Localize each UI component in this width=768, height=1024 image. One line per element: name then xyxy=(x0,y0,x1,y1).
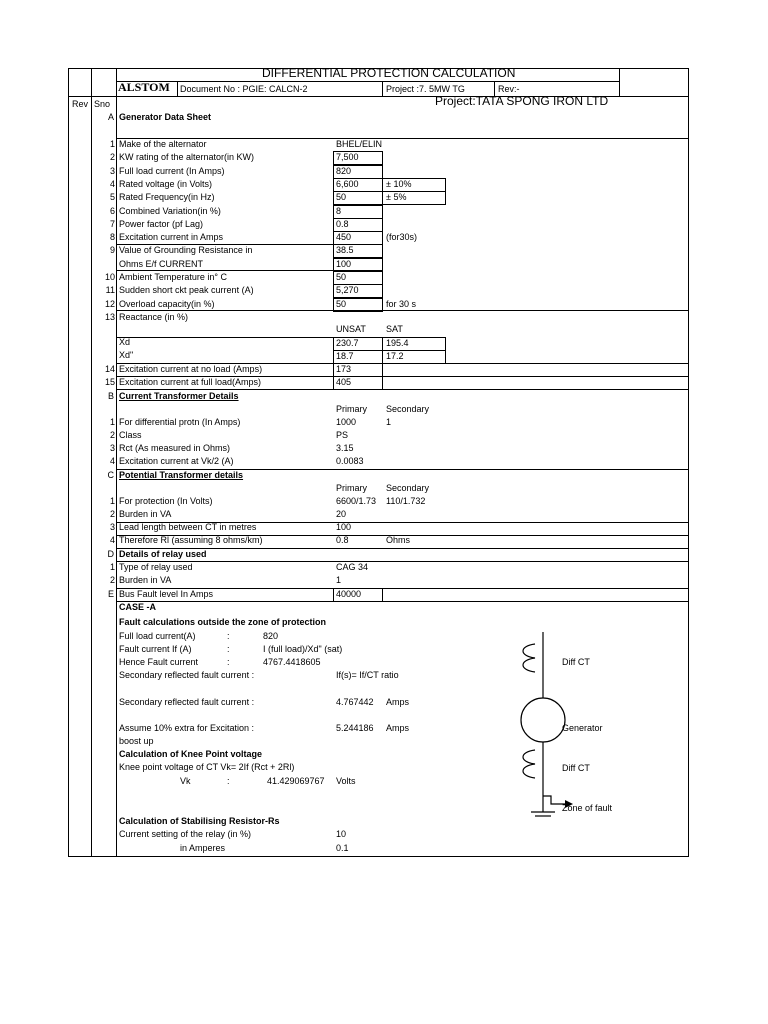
pt-row-4-top-line xyxy=(116,535,689,536)
vk-value: 41.429069767 xyxy=(267,776,325,786)
secondary-reflected-unit: Amps xyxy=(386,697,410,707)
ct-row-label: Rct (As measured in Ohms) xyxy=(119,443,231,453)
gen-row-label: Excitation current in Amps xyxy=(119,232,224,242)
relay-row-1-label: Type of relay used xyxy=(119,562,193,572)
gen-row-value: 6,600 xyxy=(336,179,359,189)
gen-row-number: 10 xyxy=(104,272,115,282)
ct-row-number: 3 xyxy=(109,443,115,453)
secondary-reflected-value: 4.767442 xyxy=(336,697,374,707)
gen-row-extra: for 30 s xyxy=(386,299,417,309)
row-14-value: 173 xyxy=(336,364,352,374)
full-load-current-colon: : xyxy=(227,631,230,641)
fault-current-label: Fault current If (A) xyxy=(119,644,192,654)
relay-row-2-value: 1 xyxy=(336,575,342,585)
assume-excitation-value: 5.244186 xyxy=(336,723,374,733)
gen-row-label: Value of Grounding Resistance in xyxy=(119,245,253,255)
full-load-current-label: Full load current(A) xyxy=(119,631,196,641)
amperes-value: 0.1 xyxy=(336,843,349,853)
section-c-title: Potential Transformer details xyxy=(119,470,244,480)
generator-icon xyxy=(521,698,565,742)
gen-row-extra: ± 5% xyxy=(386,192,407,202)
ct-secondary-header: Secondary xyxy=(386,404,430,414)
pt-row-primary: 6600/1.73 xyxy=(336,496,377,506)
section-d-line xyxy=(116,561,689,562)
gen-row-number: 4 xyxy=(109,179,115,189)
vk-label: Vk xyxy=(180,776,191,786)
gen-row-value: BHEL/ELIN xyxy=(336,139,383,149)
gen-row-label: Ohms E/f CURRENT xyxy=(119,259,204,269)
generator-label: Generator xyxy=(562,723,603,733)
section-letter-b: B xyxy=(107,391,114,401)
header-line-1 xyxy=(116,81,619,82)
ct-row-secondary: 1 xyxy=(386,417,392,427)
gen-row-number: 7 xyxy=(109,219,115,229)
gen-row-number: 8 xyxy=(109,232,115,242)
document-title: DIFFERENTIAL PROTECTION CALCULATION xyxy=(262,66,516,80)
pt-row-label: Therefore Rl (assuming 8 ohms/km) xyxy=(119,535,263,545)
row-9-top-line xyxy=(116,244,382,245)
vk-colon: : xyxy=(227,776,230,786)
row-10-top-line xyxy=(116,270,382,271)
row-14-label: Excitation current at no load (Amps) xyxy=(119,364,263,374)
gen-row-label: Rated Frequency(in Hz) xyxy=(119,192,215,202)
secondary-reflected-formula: If(s)= If/CT ratio xyxy=(336,670,399,680)
ct-row-number: 4 xyxy=(109,456,115,466)
ct-row-primary: 1000 xyxy=(336,417,357,427)
row-14-number: 14 xyxy=(104,364,115,374)
reactance-unsat-header: UNSAT xyxy=(336,324,366,334)
diff-ct-bottom-icon xyxy=(523,750,535,778)
gen-row-value: 0.8 xyxy=(336,219,349,229)
ct-row-label: Excitation current at Vk/2 (A) xyxy=(119,456,234,466)
gen-row-label: Power factor (pf Lag) xyxy=(119,219,204,229)
header-divider-1 xyxy=(177,81,178,96)
alstom-logo: ALSTOM xyxy=(118,80,170,94)
gen-row-label: Sudden short ckt peak current (A) xyxy=(119,285,254,295)
stabilising-resistor-title: Calculation of Stabilising Resistor-Rs xyxy=(119,816,280,826)
gen-row-value: 8 xyxy=(336,206,342,216)
relay-row-2-label: Burden in VA xyxy=(119,575,172,585)
section-letter-e: E xyxy=(107,589,114,599)
xd2-sat-value: 17.2 xyxy=(386,351,404,361)
pt-row-3-top-line xyxy=(116,522,689,523)
row-15-number: 15 xyxy=(104,377,115,387)
xd2-label: Xd" xyxy=(119,350,134,360)
pt-row-primary: 0.8 xyxy=(336,535,349,545)
pt-row-primary: 100 xyxy=(336,522,352,532)
ct-row-primary: 3.15 xyxy=(336,443,354,453)
gen-row-number: 6 xyxy=(109,206,115,216)
ct-row-number: 2 xyxy=(109,430,115,440)
ct-primary-header: Primary xyxy=(336,404,367,414)
gen-row-value: 7,500 xyxy=(336,152,359,162)
gen-row-number: 9 xyxy=(109,245,115,255)
diff-ct-bottom-label: Diff CT xyxy=(562,763,590,773)
revision: Rev:- xyxy=(498,84,520,94)
project-short: Project :7. 5MW TG xyxy=(386,84,465,94)
bus-fault-label: Bus Fault level In Amps xyxy=(119,589,214,599)
gen-row-label: Rated voltage (in Volts) xyxy=(119,179,213,189)
ct-row-number: 1 xyxy=(109,417,115,427)
gen-row-label: Combined Variation(in %) xyxy=(119,206,221,216)
section-a-end-line xyxy=(116,389,689,390)
fault-current-formula: I (full load)/Xd" (sat) xyxy=(263,644,343,654)
xd-sat-value: 195.4 xyxy=(386,338,409,348)
section-a-title: Generator Data Sheet xyxy=(119,112,212,122)
gen-row-extra: (for30s) xyxy=(386,232,418,242)
pt-primary-header: Primary xyxy=(336,483,367,493)
document-number: Document No : PGIE: CALCN-2 xyxy=(180,84,308,94)
current-setting-value: 10 xyxy=(336,829,347,839)
boost-up-text: boost up xyxy=(119,736,154,746)
gen-row-extra: ± 10% xyxy=(386,179,412,189)
gen-row-label: Full load current (In Amps) xyxy=(119,166,225,176)
gen-row-number: 5 xyxy=(109,192,115,202)
row-15-value: 405 xyxy=(336,377,352,387)
pt-row-label: For protection (In Volts) xyxy=(119,496,213,506)
secondary-reflected-label-1: Secondary reflected fault current : xyxy=(119,670,255,680)
hence-fault-current-colon: : xyxy=(227,657,230,667)
diff-ct-top-label: Diff CT xyxy=(562,657,590,667)
pt-row-secondary: Ohms xyxy=(386,535,411,545)
section-letter-c: C xyxy=(107,470,114,480)
pt-row-primary: 20 xyxy=(336,509,347,519)
relay-row-1-number: 1 xyxy=(109,562,115,572)
assume-excitation-label: Assume 10% extra for Excitation : xyxy=(119,723,255,733)
bus-fault-value: 40000 xyxy=(336,589,362,599)
knee-point-formula: Knee point voltage of CT Vk= 2If (Rct + 2Rl) xyxy=(119,762,295,772)
gen-row-value: 50 xyxy=(336,299,347,309)
gen-row-value: 450 xyxy=(336,232,352,242)
pt-row-label: Burden in VA xyxy=(119,509,172,519)
knee-point-title: Calculation of Knee Point voltage xyxy=(119,749,263,759)
ct-row-label: Class xyxy=(119,430,142,440)
case-a-title: CASE -A xyxy=(119,602,157,612)
pt-row-number: 3 xyxy=(109,522,115,532)
zone-of-fault-label: Zone of fault xyxy=(562,803,613,813)
project-full: Project:TATA SPONG IRON LTD xyxy=(435,94,609,108)
gen-row-value: 50 xyxy=(336,272,347,282)
sno-column-line xyxy=(116,68,117,857)
vk-unit: Volts xyxy=(336,776,356,786)
gen-row-value: 50 xyxy=(336,192,347,202)
pt-row-number: 1 xyxy=(109,496,115,506)
row-13-top-line xyxy=(116,310,689,311)
ct-row-primary: 0.0083 xyxy=(336,456,364,466)
full-load-current-value: 820 xyxy=(263,631,279,641)
section-e-end-line xyxy=(116,601,689,602)
xd-unsat-value: 230.7 xyxy=(336,338,359,348)
gen-row-label: KW rating of the alternator(in KW) xyxy=(119,152,255,162)
section-letter-d: D xyxy=(107,549,114,559)
rev-column-line xyxy=(91,68,92,857)
section-b-title: Current Transformer Details xyxy=(119,391,239,401)
gen-row-label: Overload capacity(in %) xyxy=(119,299,215,309)
hence-fault-current-value: 4767.4418605 xyxy=(263,657,321,667)
gen-row-value: 100 xyxy=(336,259,352,269)
pt-row-number: 2 xyxy=(109,509,115,519)
gen-row-value: 820 xyxy=(336,166,352,176)
pt-row-number: 4 xyxy=(109,535,115,545)
gen-row-number: 3 xyxy=(109,166,115,176)
amperes-label: in Amperes xyxy=(180,843,226,853)
gen-row-label: Reactance (in %) xyxy=(119,312,189,322)
xd2-unsat-value: 18.7 xyxy=(336,351,354,361)
gen-row-number: 12 xyxy=(104,299,115,309)
rev-column-header: Rev xyxy=(72,99,89,109)
header-divider-4 xyxy=(619,68,620,96)
gen-row-value: 5,270 xyxy=(336,285,359,295)
gen-row-number: 1 xyxy=(109,139,115,149)
gen-row-label: Ambient Temperature in° C xyxy=(119,272,227,282)
fault-calc-title: Fault calculations outside the zone of protection xyxy=(119,617,327,627)
reactance-sat-header: SAT xyxy=(386,324,403,334)
gen-row-number: 11 xyxy=(105,285,115,295)
gen-row-label: Make of the alternator xyxy=(119,139,207,149)
fault-current-colon: : xyxy=(227,644,230,654)
current-setting-label: Current setting of the relay (in %) xyxy=(119,829,252,839)
relay-row-2-number: 2 xyxy=(109,575,115,585)
relay-row-1-value: CAG 34 xyxy=(336,562,369,572)
diff-ct-top-icon xyxy=(523,644,535,672)
gen-row-number: 2 xyxy=(109,152,115,162)
assume-excitation-unit: Amps xyxy=(386,723,410,733)
pt-row-secondary: 110/1.732 xyxy=(386,496,426,506)
sno-column-header: Sno xyxy=(94,99,111,109)
ct-row-primary: PS xyxy=(336,430,349,440)
pt-row-label: Lead length between CT in metres xyxy=(119,522,257,532)
section-d-title: Details of relay used xyxy=(119,549,207,559)
pt-secondary-header: Secondary xyxy=(386,483,430,493)
gen-row-value: 38.5 xyxy=(336,245,354,255)
ct-row-label: For differential protn (In Amps) xyxy=(119,417,241,427)
xd-label: Xd xyxy=(119,337,131,347)
row-15-label: Excitation current at full load(Amps) xyxy=(119,377,262,387)
gen-row-number: 13 xyxy=(104,312,115,322)
section-letter-a: A xyxy=(107,112,114,122)
secondary-reflected-label-2: Secondary reflected fault current : xyxy=(119,697,255,707)
header-divider-2 xyxy=(382,81,383,96)
hence-fault-current-label: Hence Fault current xyxy=(119,657,199,667)
